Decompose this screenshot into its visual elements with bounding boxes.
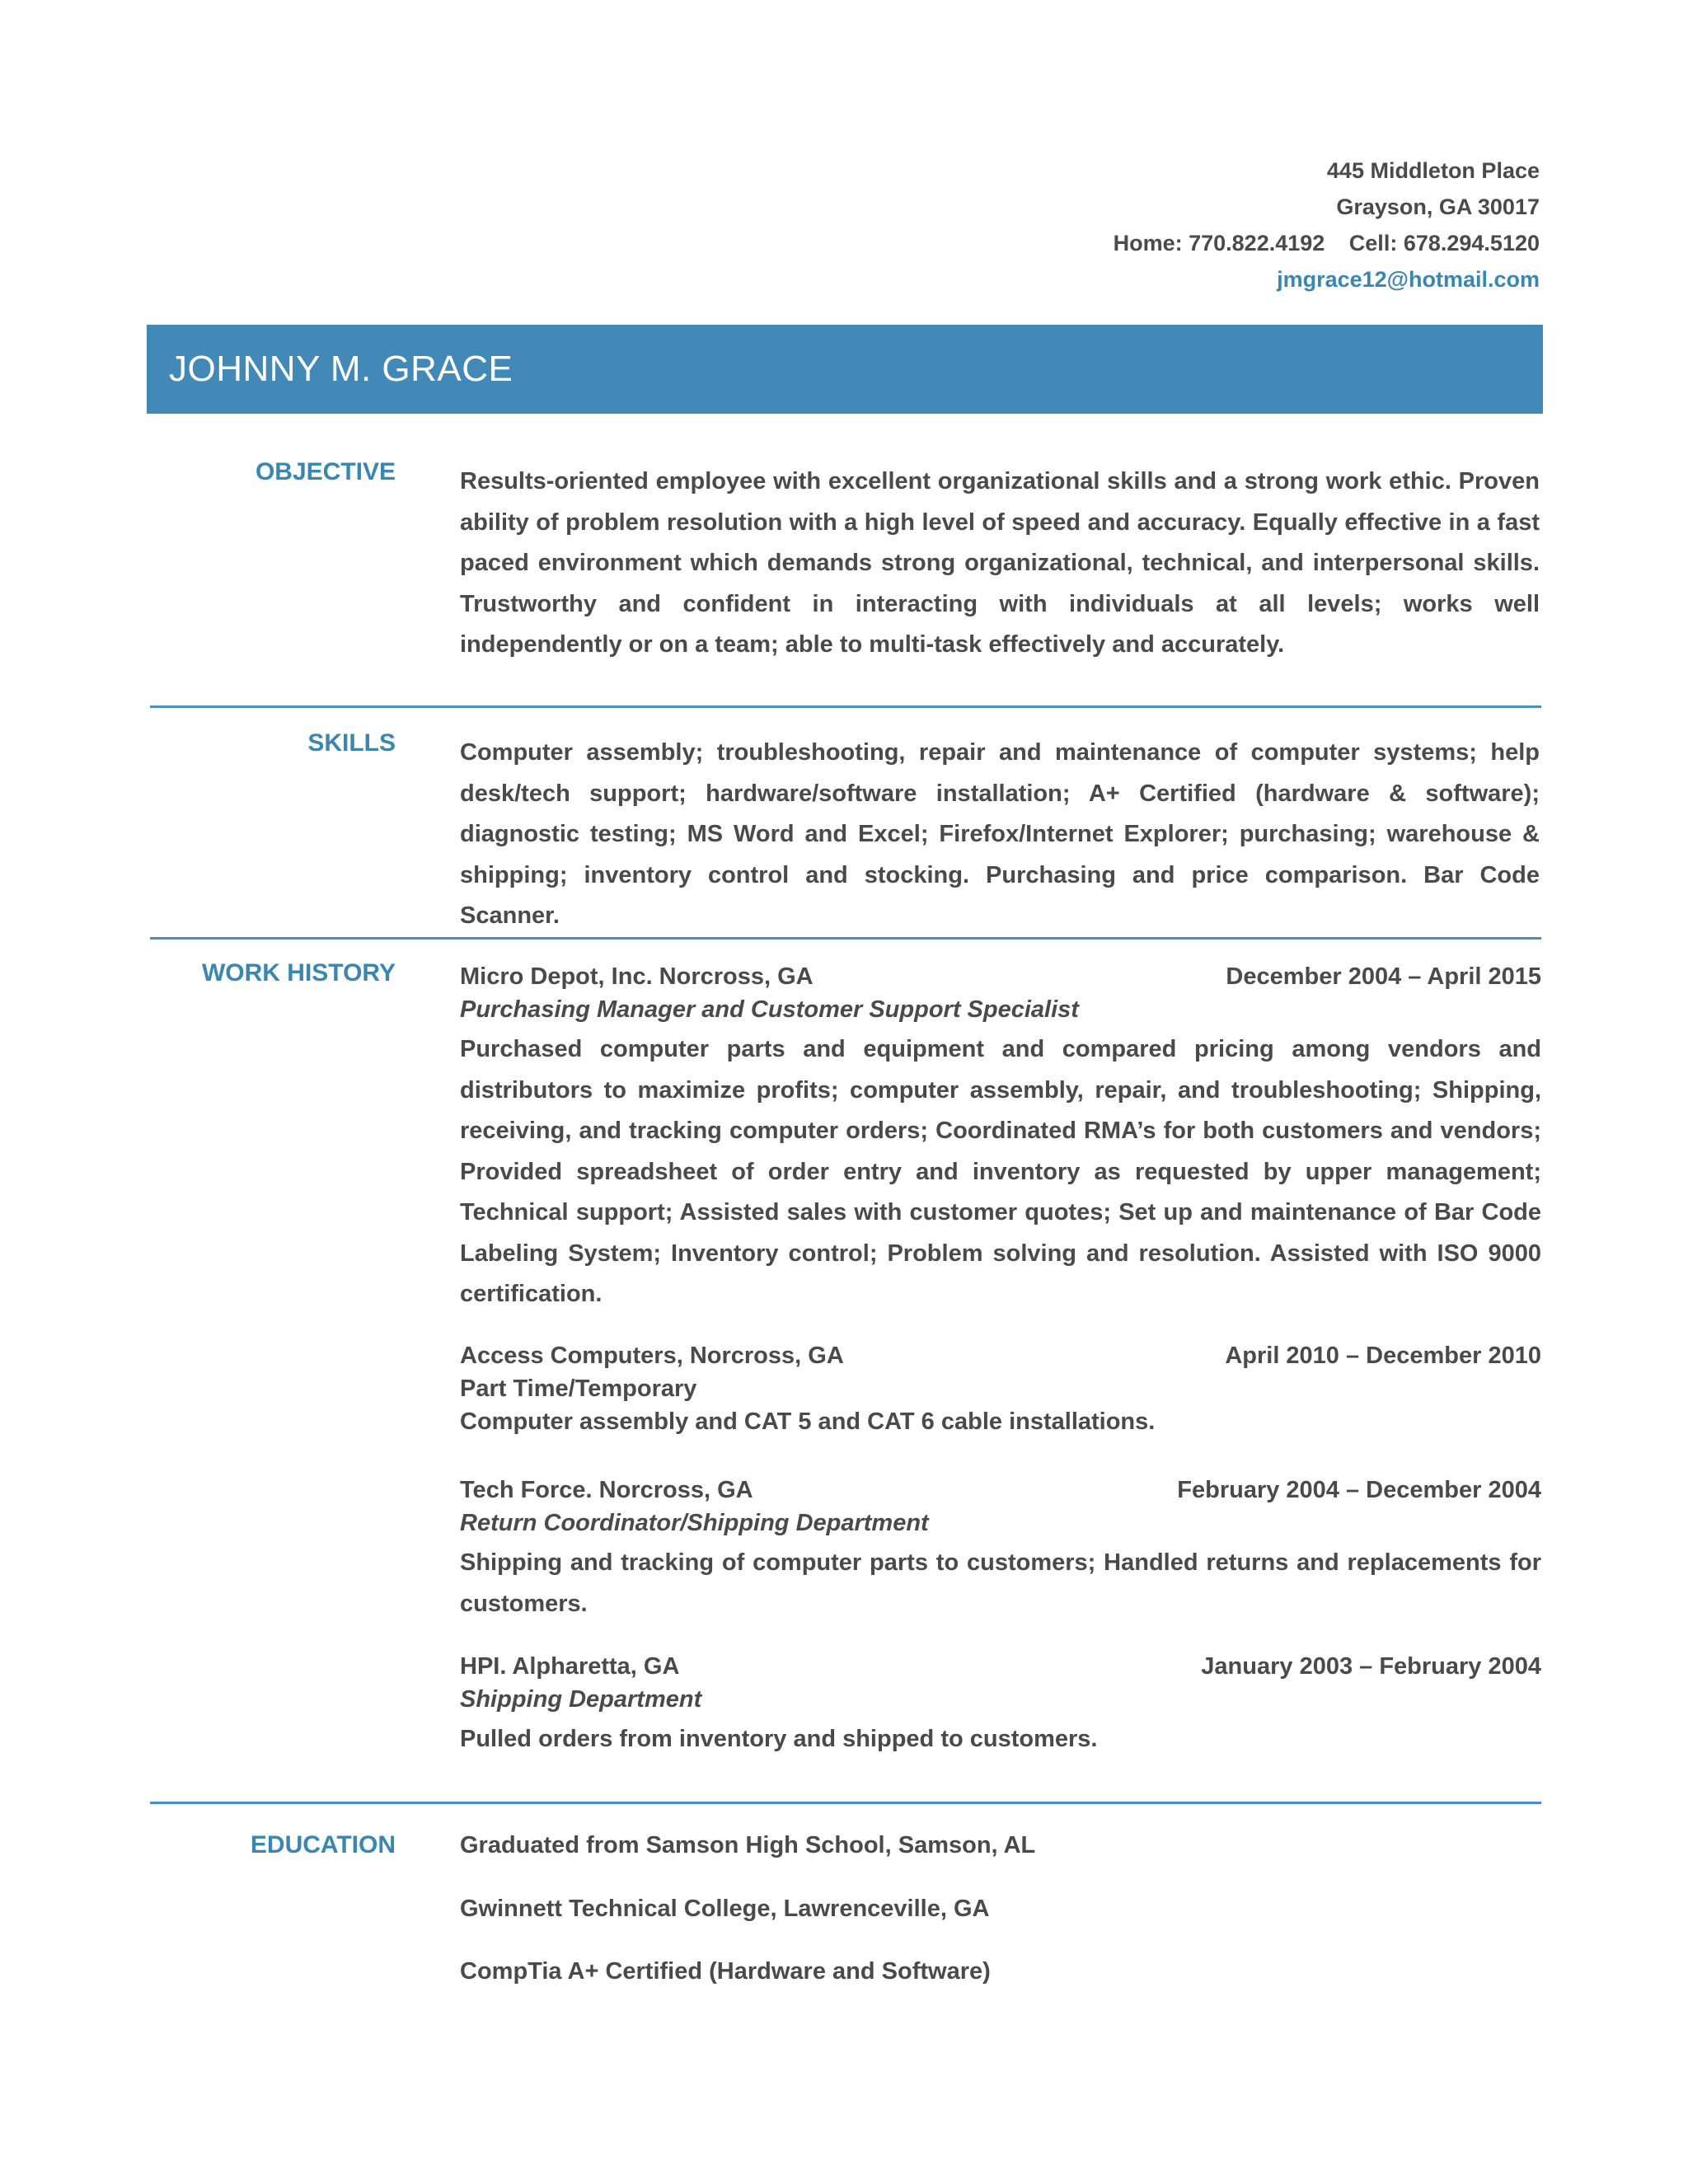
email-link[interactable]: jmgrace12@hotmail.com bbox=[1277, 267, 1540, 292]
job-title: Purchasing Manager and Customer Support Specialist bbox=[460, 996, 1079, 1023]
education-item: CompTia A+ Certified (Hardware and Software) bbox=[460, 1958, 991, 1985]
job-header bbox=[460, 1339, 1541, 1372]
job-dates: December 2004 – April 2015 bbox=[1226, 963, 1541, 990]
cell-label: Cell: bbox=[1348, 231, 1398, 255]
cell-phone: 678.294.5120 bbox=[1403, 231, 1540, 255]
home-phone: 770.822.4192 bbox=[1189, 231, 1325, 255]
home-label: Home: bbox=[1113, 231, 1183, 255]
job-employer: HPI. Alpharetta, GA bbox=[460, 1653, 680, 1680]
education-heading: EDUCATION bbox=[250, 1831, 396, 1858]
address-line2: Grayson, GA 30017 bbox=[1336, 194, 1540, 219]
candidate-name: JOHNNY M. GRACE bbox=[169, 349, 513, 389]
address-line1: 445 Middleton Place bbox=[1326, 158, 1540, 183]
job-dates: January 2003 – February 2004 bbox=[1201, 1653, 1541, 1680]
section-divider bbox=[150, 1802, 1541, 1804]
job-description: Pulled orders from inventory and shipped to customers. bbox=[460, 1726, 1098, 1752]
work-history-heading: WORK HISTORY bbox=[201, 959, 396, 987]
job-title: Shipping Department bbox=[460, 1686, 702, 1713]
job-title: Part Time/Temporary bbox=[460, 1376, 697, 1402]
job-dates: April 2010 – December 2010 bbox=[1225, 1343, 1541, 1369]
job-description: Shipping and tracking of computer parts to customers; Handled returns and replacements for customers. bbox=[460, 1549, 1541, 1617]
objective-heading: OBJECTIVE bbox=[255, 458, 396, 485]
job-entry bbox=[460, 1650, 1541, 1760]
job-entry bbox=[460, 1339, 1541, 1438]
skills-heading: SKILLS bbox=[307, 729, 396, 757]
job-employer: Tech Force. Norcross, GA bbox=[460, 1477, 753, 1503]
education-item: Graduated from Samson High School, Samson, AL bbox=[460, 1832, 1036, 1858]
contact-block bbox=[1114, 152, 1540, 298]
skills-text: Computer assembly; troubleshooting, repair and maintenance of computer systems; help desk/tech support; hardware/software installation; A+ Certified (hardware & software); diagnostic testing; MS Word and Excel; Firefox/Internet Explorer; purchasing; warehouse & shipping; inventory control and stocking. Purchasing and price comparison. Bar Code Scanner. bbox=[460, 739, 1540, 929]
section-divider bbox=[150, 705, 1541, 708]
section-divider bbox=[150, 937, 1541, 940]
job-employer: Micro Depot, Inc. Norcross, GA bbox=[460, 963, 814, 990]
objective-text: Results-oriented employee with excellent organizational skills and a strong work ethic. Proven ability of problem resolution with a high level of speed and accuracy. Equally effective in a fast paced environment which demands strong organizational, technical, and interpersonal skills. Trustworthy and confident in interacting with individuals at all levels; works well independently or on a team; able to multi-task effectively and accurately. bbox=[460, 468, 1540, 658]
job-header bbox=[460, 1474, 1541, 1507]
job-description: Purchased computer parts and equipment and compared pricing among vendors and distributors to maximize profits; computer assembly, repair, and troubleshooting; Shipping, receiving, and tracking computer orders; Coordinated RMA’s for both customers and vendors; Provided spreadsheet of order entry and inventory as requested by upper management; Technical support; Assisted sales with customer quotes; Set up and maintenance of Bar Code Labeling System; Inventory control; Problem solving and resolution. Assisted with ISO 9000 certification. bbox=[460, 1036, 1541, 1307]
job-header bbox=[460, 1650, 1541, 1683]
job-description: Computer assembly and CAT 5 and CAT 6 cable installations. bbox=[460, 1408, 1156, 1435]
job-entry bbox=[460, 960, 1541, 1315]
job-employer: Access Computers, Norcross, GA bbox=[460, 1343, 844, 1369]
education-item: Gwinnett Technical College, Lawrenceville, GA bbox=[460, 1896, 990, 1922]
job-title: Return Coordinator/Shipping Department bbox=[460, 1510, 929, 1536]
phone-line bbox=[1114, 225, 1540, 261]
job-dates: February 2004 – December 2004 bbox=[1177, 1477, 1541, 1503]
name-banner bbox=[147, 325, 1543, 414]
job-entry bbox=[460, 1474, 1541, 1624]
job-header bbox=[460, 960, 1541, 993]
